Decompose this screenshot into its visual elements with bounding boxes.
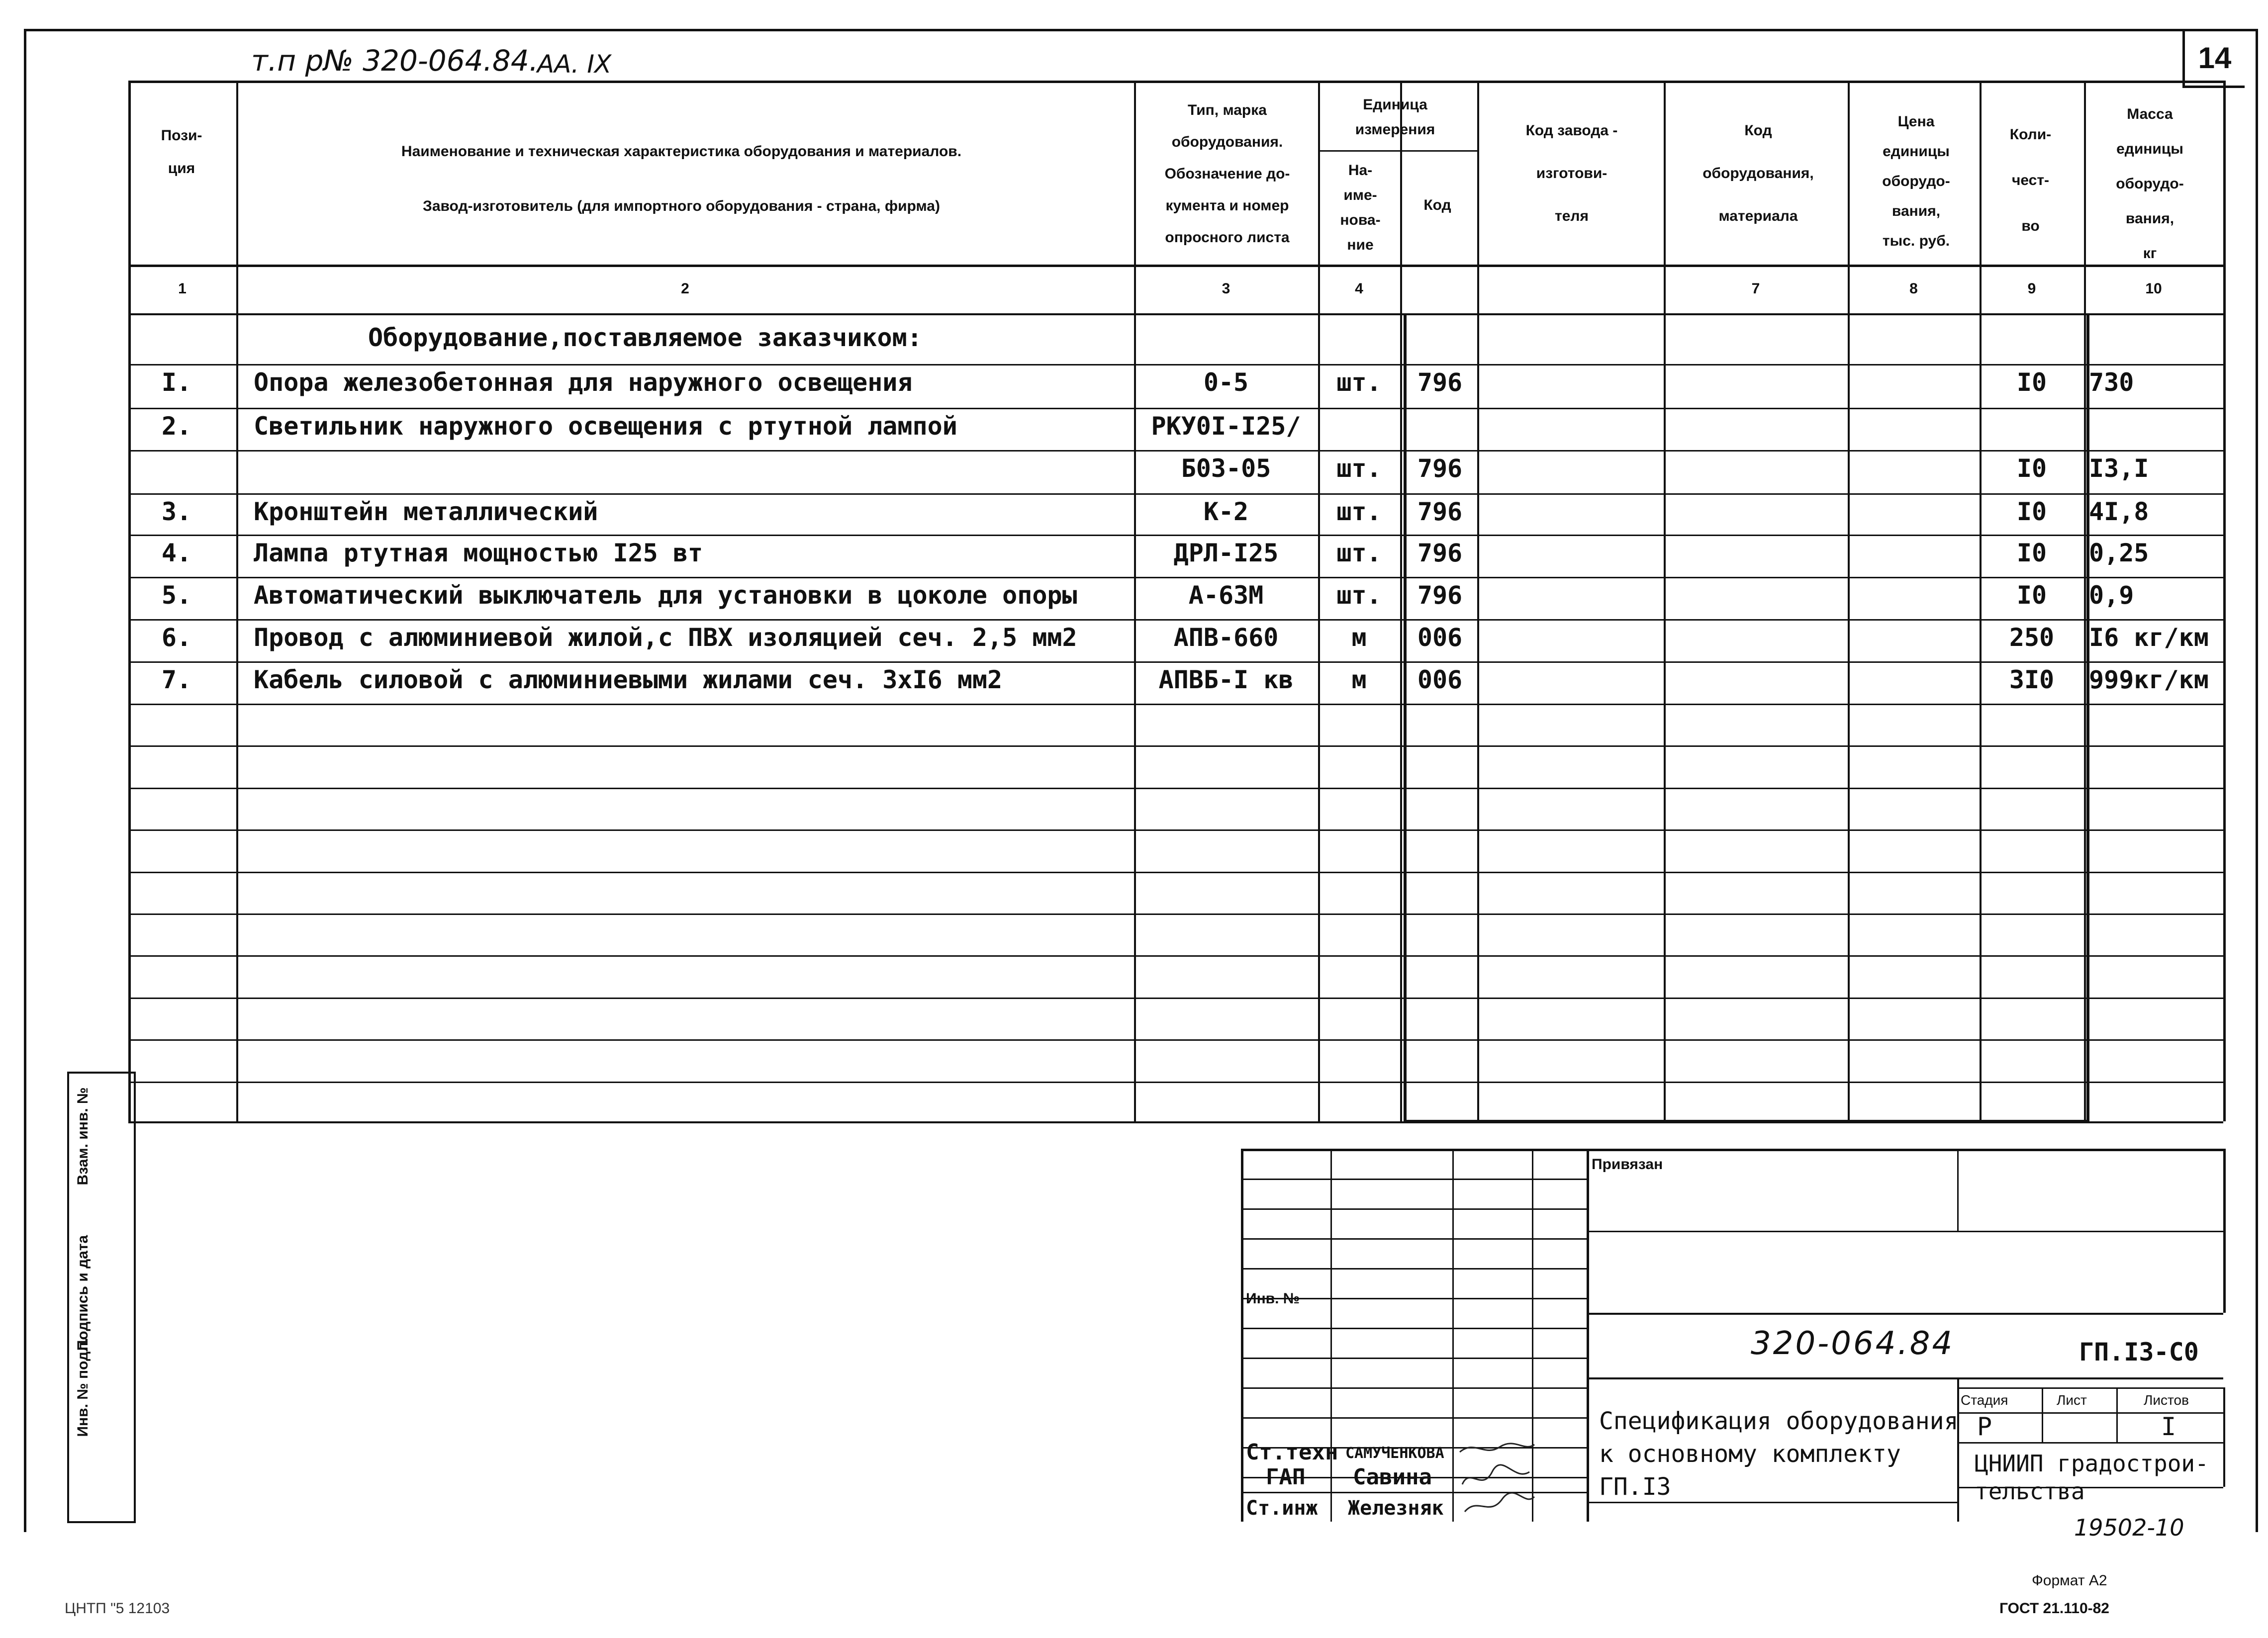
title-block-line [1452, 1149, 1454, 1522]
column-number-9: 9 [2027, 280, 2036, 297]
row-name: Лампа ртутная мощностью I25 вт [254, 539, 703, 567]
title-block-line [1957, 1149, 1959, 1231]
row-unit: шт. [1336, 454, 1382, 483]
grid-line [1404, 1120, 2086, 1123]
row-name: Кронштейн металлический [254, 497, 598, 526]
title-block-line [2042, 1387, 2043, 1442]
row-mass: 730 [2089, 368, 2134, 397]
row-name: Опора железобетонная для наружного освещения [254, 368, 913, 397]
signer-name-2: Савина [1353, 1464, 1432, 1490]
row-type: К-2 [1203, 497, 1249, 526]
row-unit: шт. [1336, 539, 1382, 567]
grid-line [1134, 81, 1136, 1121]
row-type: АПВ-660 [1173, 623, 1279, 652]
row-mass: I3,I [2089, 454, 2149, 483]
signature-scribbles [1455, 1437, 1539, 1522]
row-quantity: I0 [2016, 581, 2047, 610]
grid-line [1664, 81, 1666, 1121]
row-unit-code: 796 [1417, 454, 1463, 483]
title-block-line [1241, 1268, 1587, 1270]
signer-role-3: Ст.инж [1246, 1497, 1318, 1520]
row-unit-code: 006 [1417, 623, 1463, 652]
grid-line [1318, 150, 1477, 152]
grid-line [1400, 81, 1402, 1121]
grid-line [128, 493, 2223, 495]
title-block-line [2116, 1387, 2118, 1442]
grid-line [128, 535, 2223, 536]
sheets-label: Листов [2144, 1392, 2189, 1408]
column-number-4: 4 [1355, 280, 1363, 297]
title-block-line [1241, 1387, 1587, 1389]
doc-number: 320-064.84 [1751, 1325, 1955, 1362]
row-type: Б03-05 [1181, 454, 1271, 483]
column-number-7: 7 [1751, 280, 1760, 297]
column-number-3: 3 [1222, 280, 1230, 297]
col-header-mass: Масса единицы оборудо- вания, кг [2116, 106, 2184, 262]
title-block-line [1241, 1417, 1587, 1419]
attached-label: Привязан [1592, 1156, 1663, 1173]
signer-name-1: САМУЧЕНКОВА [1345, 1445, 1444, 1462]
column-number-1: 1 [178, 280, 187, 297]
sheet-label: Лист [2057, 1392, 2087, 1408]
col-header-name: Наименование и техническая характеристика оборудования и материалов. Завод-изготовитель (для импортного оборудования - страна, фирма) [401, 143, 962, 214]
title-block-line [1330, 1149, 1332, 1522]
signer-role-1: Ст.техн [1246, 1440, 1338, 1465]
row-type: АПВБ-I кв [1158, 665, 1294, 694]
column-number-10: 10 [2145, 280, 2162, 297]
title-block-line [1587, 1313, 2223, 1315]
row-quantity: I0 [2016, 454, 2047, 483]
column-number-2: 2 [681, 280, 689, 297]
row-position: 4. [161, 539, 192, 567]
grid-line [128, 788, 2223, 789]
grid-line [1477, 81, 1479, 1121]
grid-line [128, 450, 2223, 452]
stage-value: Р [1977, 1412, 1992, 1441]
sheets-value: I [2161, 1412, 2176, 1441]
grid-line [128, 619, 2223, 621]
row-type: А-63М [1188, 581, 1264, 610]
row-name: Провод с алюминиевой жилой,с ПВХ изоляцией сеч. 2,5 мм2 [254, 623, 1077, 652]
title-block-line [1241, 1179, 1587, 1180]
row-unit-code: 796 [1417, 581, 1463, 610]
grid-line [128, 829, 2223, 831]
row-position: 2. [161, 412, 192, 441]
stage-label: Стадия [1961, 1392, 2008, 1408]
doc-ref: т.п р№ 320-064.84. [251, 44, 539, 78]
grid-line [128, 313, 2223, 315]
row-quantity: I0 [2016, 497, 2047, 526]
inv-label: Инв. № [1246, 1290, 1300, 1307]
column-number-8: 8 [1909, 280, 1918, 297]
sheet-code: ГП.I3-С0 [2079, 1338, 2199, 1366]
side-label-replace: Взам. инв. № [75, 1087, 91, 1185]
title-block-line [1957, 1387, 2223, 1389]
col-header-type: Тип, марка оборудования. Обозначение до- кумента и номер опросного листа [1164, 102, 1290, 246]
grid-line [1980, 81, 1982, 1121]
page-number: 14 [2182, 31, 2245, 88]
row-position: 3. [161, 497, 192, 526]
title-block-line [1957, 1412, 2223, 1414]
col-header-unit-name: На- име- нова- ние [1340, 162, 1381, 253]
title-block-line [1587, 1377, 2223, 1379]
row-mass: 0,25 [2089, 539, 2149, 567]
row-mass: I6 кг/км [2089, 623, 2209, 652]
col-header-unit-group: Единица измерения [1355, 96, 1435, 138]
title-block-line [1241, 1149, 1243, 1522]
row-quantity: I0 [2016, 368, 2047, 397]
col-header-position: Пози- ция [161, 127, 202, 177]
title-block-line [1957, 1442, 2223, 1444]
archive-number: 19502-10 [2074, 1514, 2184, 1541]
grid-line [128, 364, 2223, 365]
row-unit-code: 006 [1417, 665, 1463, 694]
grid-line [128, 913, 2223, 915]
col-header-factory-code: Код завода - изготови- теля [1525, 122, 1618, 224]
row-unit-code: 796 [1417, 497, 1463, 526]
grid-line [128, 81, 2223, 83]
row-position: 6. [161, 623, 192, 652]
section-title: Оборудование,поставляемое заказчиком: [368, 323, 922, 352]
grid-line [128, 661, 2223, 663]
row-mass: 999кг/км [2089, 665, 2209, 694]
row-name: Светильник наружного освещения с ртутной лампой [254, 412, 957, 441]
row-quantity: 250 [2009, 623, 2055, 652]
col-header-equipment-code: Код оборудования, материала [1702, 122, 1814, 224]
row-position: 7. [161, 665, 192, 694]
col-header-price: Цена единицы оборудо- вания, тыс. руб. [1882, 113, 1950, 249]
row-unit: м [1351, 623, 1367, 652]
row-unit: шт. [1336, 581, 1382, 610]
row-position: I. [161, 368, 192, 397]
album-ref: АА. IX [537, 50, 612, 79]
grid-line [128, 998, 2223, 999]
row-type: ДРЛ-I25 [1173, 539, 1279, 567]
gost-label: ГОСТ 21.110-82 [1999, 1600, 2109, 1617]
grid-line [128, 872, 2223, 873]
signer-role-2: ГАП [1266, 1464, 1306, 1490]
side-label-signature: Подпись и дата [75, 1235, 91, 1351]
grid-line [2086, 313, 2089, 1121]
row-type: 0-5 [1203, 368, 1249, 397]
row-quantity: I0 [2016, 539, 2047, 567]
row-unit: шт. [1336, 368, 1382, 397]
row-unit-code: 796 [1417, 539, 1463, 567]
title-block-line [1587, 1231, 2223, 1232]
title-block-line [1241, 1358, 1587, 1359]
row-type: РКУ0I-I25/ [1151, 412, 1301, 441]
row-mass: 0,9 [2089, 581, 2134, 610]
grid-line [128, 265, 2223, 267]
grid-line [128, 704, 2223, 705]
grid-line [236, 81, 238, 1121]
document-title: Спецификация оборудования к основному комплекту ГП.I3 [1599, 1407, 1959, 1501]
grid-line [1404, 313, 1407, 1121]
grid-line [128, 955, 2223, 957]
organization: ЦНИИП градострои- тельства [1975, 1450, 2209, 1505]
grid-line [128, 81, 131, 1121]
row-name: Кабель силовой с алюминиевыми жилами сеч. 3хI6 мм2 [254, 665, 1003, 694]
row-unit: шт. [1336, 497, 1382, 526]
col-header-unit-code: Код [1423, 197, 1451, 213]
title-block-line [1241, 1149, 2223, 1151]
grid-line [128, 408, 2223, 409]
format-label: Формат А2 [2032, 1572, 2107, 1589]
col-header-quantity: Коли- чест- во [2009, 126, 2052, 234]
grid-line [128, 577, 2223, 578]
row-unit-code: 796 [1417, 368, 1463, 397]
title-block-line [1587, 1149, 1589, 1522]
title-block-line [1241, 1238, 1587, 1240]
title-block-line [1241, 1328, 1587, 1329]
row-mass: 4I,8 [2089, 497, 2149, 526]
row-unit: м [1351, 665, 1367, 694]
signer-name-3: Железняк [1348, 1497, 1444, 1520]
grid-line [128, 745, 2223, 747]
title-block-line [2223, 1149, 2226, 1313]
row-quantity: 3I0 [2009, 665, 2055, 694]
title-block-line [2223, 1387, 2225, 1487]
row-name: Автоматический выключатель для установки в цоколе опоры [254, 581, 1077, 610]
side-label-inv: Инв. № подл. [75, 1338, 91, 1437]
print-mark: ЦНТП "5 12103 [65, 1600, 170, 1617]
grid-line [128, 1082, 2223, 1083]
row-position: 5. [161, 581, 192, 610]
title-block-line [1241, 1208, 1587, 1210]
grid-line [1318, 81, 1320, 1121]
grid-line [128, 1039, 2223, 1041]
